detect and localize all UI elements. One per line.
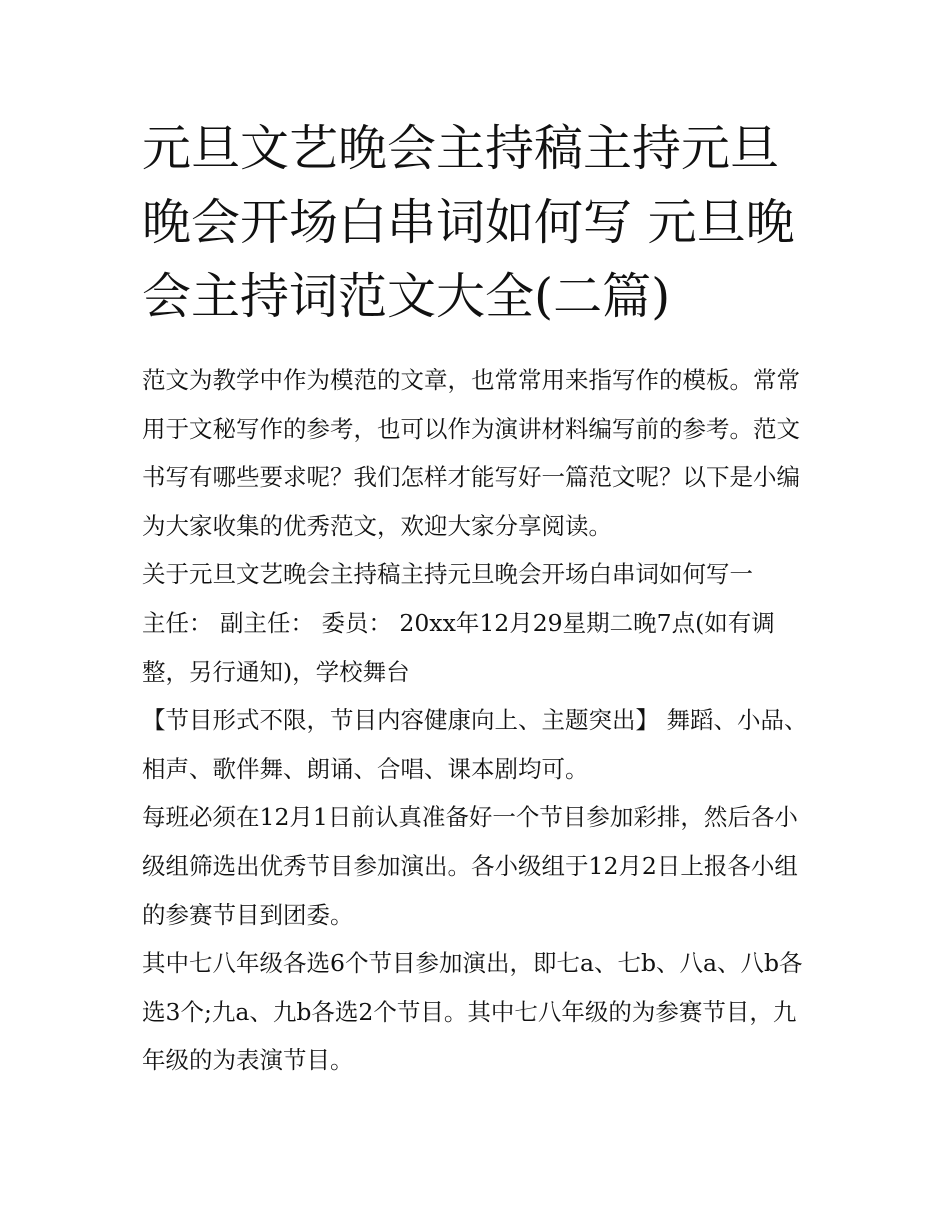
paragraph-intro: 范文为教学中作为模范的文章，也常常用来指写作的模板。常常用于文秘写作的参考，也可以作为演讲材料编写前的参考。范文书写有哪些要求呢？我们怎样才能写好一篇范文呢？以下是小编为大家收集的优秀范文，欢迎大家分享阅读。 <box>142 366 800 540</box>
document-title: 元旦文艺晚会主持稿主持元旦晚会开场白串词如何写 元旦晚会主持词范文大全(二篇) <box>142 120 795 325</box>
paragraph-rehearsal: 每班必须在12月1日前认真准备好一个节目参加彩排，然后各小级组筛选出优秀节目参加演出。各小级组于12月2日上报各小组的参赛节目到团委。 <box>142 803 798 929</box>
document-body <box>142 356 814 1085</box>
paragraph-committee: 主任： 副主任： 委员： 20xx年12月29星期二晚7点(如有调整，另行通知)，学校舞台 <box>142 608 775 686</box>
paragraph-heading: 关于元旦文艺晚会主持稿主持元旦晚会开场白串词如何写一 <box>142 560 753 589</box>
paragraph-program-form: 【节目形式不限，节目内容健康向上、主题突出】 舞蹈、小品、相声、歌伴舞、朗诵、合唱、课本剧均可。 <box>142 706 808 783</box>
paragraph-selection: 其中七八年级各选6个节目参加演出，即七a、七b、八a、八b各选3个;九a、九b各选2个节目。其中七八年级的为参赛节目，九年级的为表演节目。 <box>142 949 803 1075</box>
